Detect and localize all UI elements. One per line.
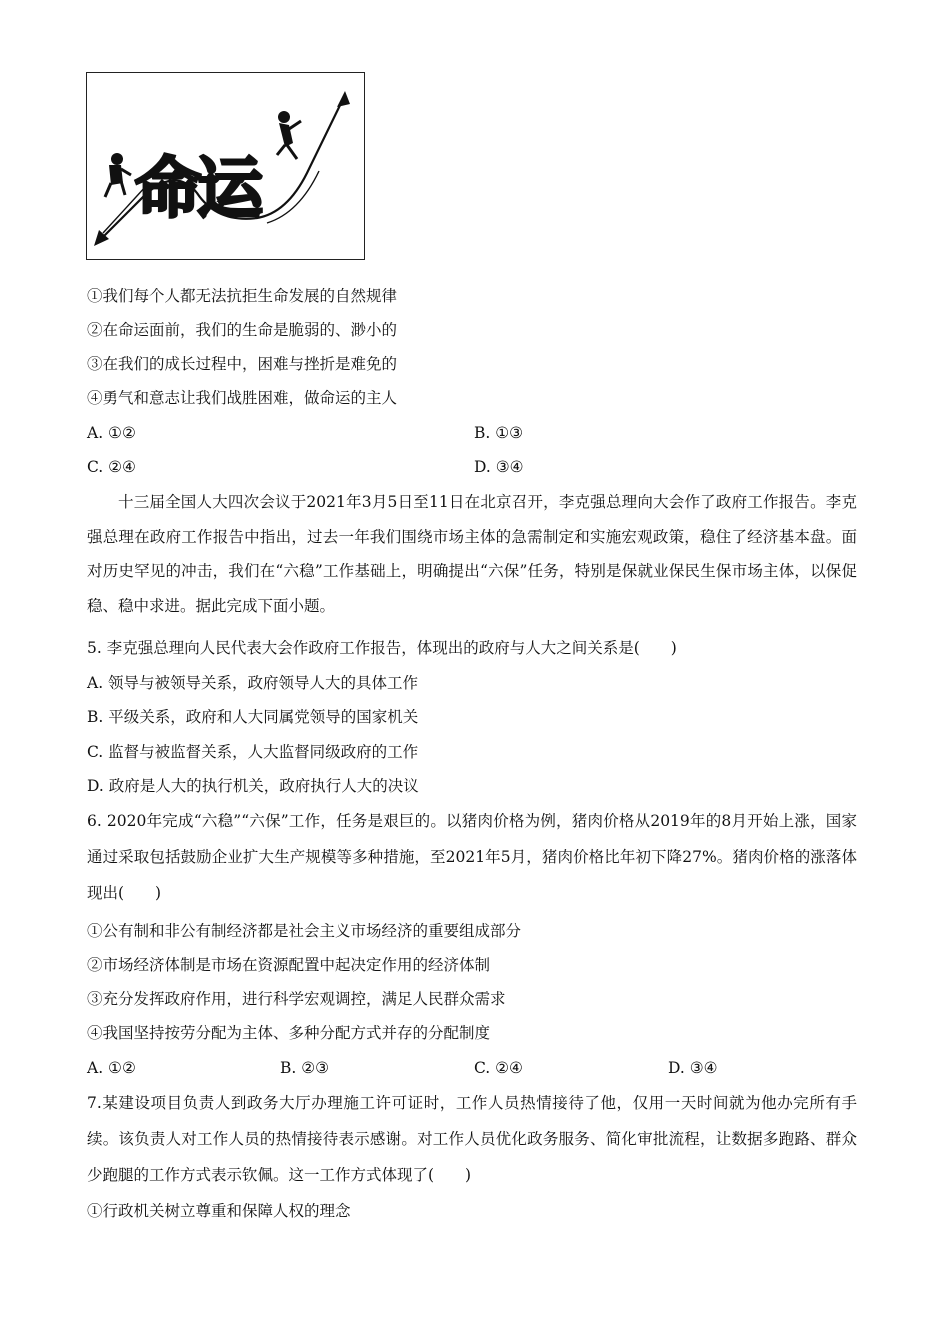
q6-option-d[interactable]: D. ③④ [668, 1059, 718, 1077]
arrow-up-icon [337, 91, 350, 107]
q5-option-a[interactable]: A. 领导与被领导关系，政府领导人大的具体工作 [87, 674, 419, 692]
q4-option-c[interactable]: C. ②④ [87, 458, 136, 476]
sliding-figure-icon [105, 153, 131, 197]
cartoon-figure [86, 72, 365, 260]
q6-statement: ①公有制和非公有制经济都是社会主义市场经济的重要组成部分 [87, 922, 522, 940]
q6-stem: 6. 2020年完成“六稳”“六保”工作，任务是艰巨的。以猪肉价格为例，猪肉价格从2019年的8月开始上涨，国家通过采取包括鼓励企业扩大生产规模等多种措施，至2021年5月，猪肉价格比年初下降27%。猪肉价格的涨落体现出( ) [87, 812, 857, 902]
q4-option-a[interactable]: A. ①② [87, 424, 136, 442]
q4-statement: ③在我们的成长过程中，困难与挫折是难免的 [87, 355, 398, 373]
q5-stem: 5. 李克强总理向人民代表大会作政府工作报告，体现出的政府与人大之间关系是( ) [87, 639, 677, 657]
q4-statement: ②在命运面前，我们的生命是脆弱的、渺小的 [87, 321, 398, 339]
speed-line [267, 171, 319, 223]
q5-option-c[interactable]: C. 监督与被监督关系，人大监督同级政府的工作 [87, 743, 419, 761]
q4-statement: ④勇气和意志让我们战胜困难，做命运的主人 [87, 389, 398, 407]
cartoon-text: 命运 [135, 150, 259, 227]
q6-option-b[interactable]: B. ②③ [280, 1059, 330, 1077]
q6-statement: ③充分发挥政府作用，进行科学宏观调控，满足人民群众需求 [87, 990, 506, 1008]
q4-option-d[interactable]: D. ③④ [474, 458, 524, 476]
q4-statement: ①我们每个人都无法抗拒生命发展的自然规律 [87, 287, 398, 305]
q6-option-a[interactable]: A. ①② [87, 1059, 136, 1077]
material-paragraph: 十三届全国人大四次会议于2021年3月5日至11日在北京召开，李克强总理向大会作了政府工作报告。李克强总理在政府工作报告中指出，过去一年我们围绕市场主体的急需制定和实施宏观政策，稳住了经济基本盘。面对历史罕见的冲击，我们在“六稳”工作基础上，明确提出“六保”任务，特别是保就业保民生保市场主体，以保促稳、稳中求进。据此完成下面小题。 [87, 493, 857, 615]
q6-option-c[interactable]: C. ②④ [474, 1059, 523, 1077]
q7-statement: ①行政机关树立尊重和保障人权的理念 [87, 1202, 351, 1220]
q5-option-b[interactable]: B. 平级关系，政府和人大同属党领导的国家机关 [87, 708, 419, 726]
q7-stem: 7.某建设项目负责人到政务大厅办理施工许可证时，工作人员热情接待了他，仅用一天时间就为他办完所有手续。该负责人对工作人员的热情接待表示感谢。对工作人员优化政务服务、简化审批流程，让数据多跑路、群众少跑腿的工作方式表示钦佩。这一工作方式体现了( ) [87, 1094, 857, 1184]
q4-option-b[interactable]: B. ①③ [474, 424, 524, 442]
q6-statement: ②市场经济体制是市场在资源配置中起决定作用的经济体制 [87, 956, 491, 974]
cartoon-drawing [87, 73, 366, 261]
climbing-figure-icon [277, 111, 301, 159]
q6-statement: ④我国坚持按劳分配为主体、多种分配方式并存的分配制度 [87, 1024, 491, 1042]
q5-option-d[interactable]: D. 政府是人大的执行机关，政府执行人大的决议 [87, 777, 419, 795]
